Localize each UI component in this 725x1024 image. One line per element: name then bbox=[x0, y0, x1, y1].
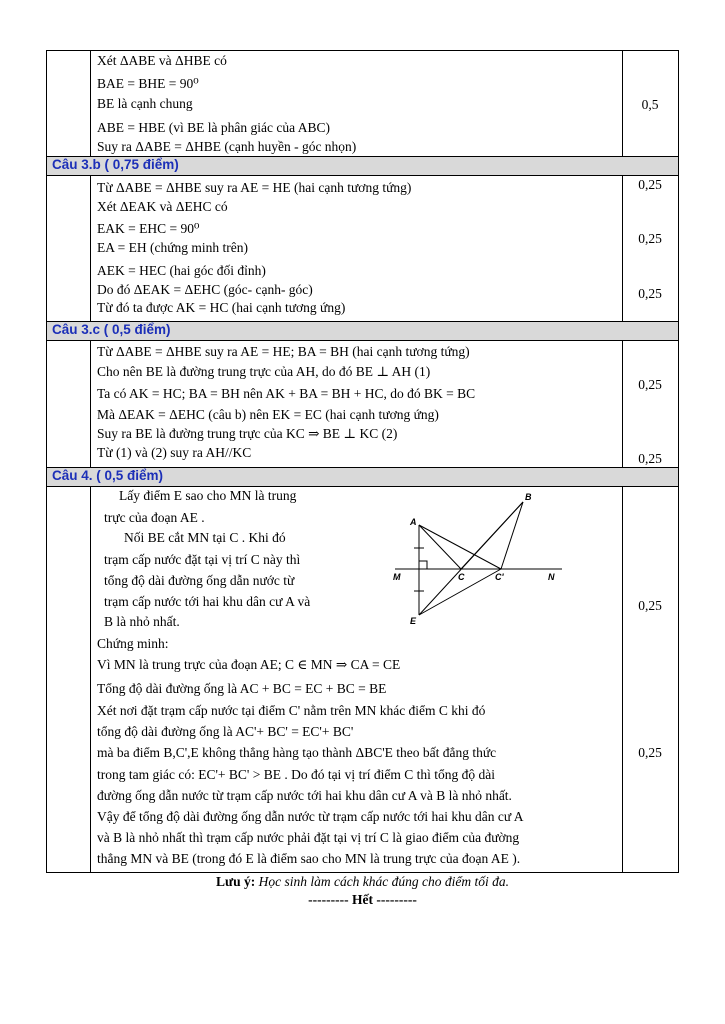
section-title: Câu 3.b ( 0,75 điểm) bbox=[52, 157, 179, 172]
label-m: M bbox=[393, 572, 401, 582]
text-line: Ta có AK = HC; BA = BH nên AK + BA = BH + HC, do đó BK = BC bbox=[97, 386, 476, 401]
score: 0,25 bbox=[638, 231, 662, 246]
text-line: đường ống dẫn nước từ trạm cấp nước tới hai khu dân cư A và B là nhỏ nhất. bbox=[97, 788, 512, 803]
footer-note bbox=[0, 874, 725, 890]
text-line: BE là cạnh chung bbox=[97, 96, 193, 111]
text-line: Vì MN là trung trực của đoạn AE; C ∈ MN ⇒ CA = CE bbox=[97, 657, 401, 672]
score: 0,25 bbox=[638, 745, 662, 760]
end-marker: --------- Hết --------- bbox=[308, 892, 417, 907]
text-line: trạm cấp nước đặt tại vị trí C này thì bbox=[104, 552, 301, 567]
text-line: Từ (1) và (2) suy ra AH//KC bbox=[97, 445, 252, 460]
label-b: B bbox=[525, 492, 532, 502]
text-line: ABE = HBE (vì BE là phân giác của ABC) bbox=[97, 120, 330, 135]
score: 0,25 bbox=[638, 377, 662, 392]
text-line: trạm cấp nước tới hai khu dân cư A và bbox=[104, 594, 311, 609]
label-e: E bbox=[410, 616, 417, 626]
text-line: Cho nên BE là đường trung trực của AH, do đó BE ⊥ AH (1) bbox=[97, 364, 431, 379]
label-c: C bbox=[458, 572, 465, 582]
text-line: Từ ΔABE = ΔHBE suy ra AE = HE; BA = BH (hai cạnh tương tứng) bbox=[97, 344, 470, 359]
text-line: thẳng MN và BE (trong đó E là điểm sao cho MN là trung trực của đoạn AE ). bbox=[97, 851, 521, 866]
label-a: A bbox=[410, 517, 417, 527]
text-line: Xét nơi đặt trạm cấp nước tại điểm C' nằm trên MN khác điểm C khi đó bbox=[97, 703, 486, 718]
text-line: Xét ΔEAK và ΔEHC có bbox=[97, 199, 228, 214]
text-line: Chứng minh: bbox=[97, 636, 169, 651]
text-line: BAE = BHE = 90⁰ bbox=[97, 76, 199, 91]
text-line: tổng độ dài đường ống dẫn nước từ bbox=[104, 573, 295, 588]
score: 0,25 bbox=[638, 177, 662, 192]
text-line: Tổng độ dài đường ống là AC + BC = EC + BC = BE bbox=[97, 681, 387, 696]
section-title: Câu 4. ( 0,5 điểm) bbox=[52, 468, 164, 483]
score: 0,5 bbox=[641, 97, 659, 112]
text-line: Nối BE cắt MN tại C . Khi đó bbox=[124, 530, 286, 545]
text-line: tổng độ dài đường ống là AC'+ BC' = EC'+ BC' bbox=[97, 724, 354, 739]
text-line: Suy ra ΔABE = ΔHBE (cạnh huyền - góc nhọn) bbox=[97, 139, 357, 154]
note-text: Học sinh làm cách khác đúng cho điểm tối đa. bbox=[258, 874, 510, 889]
text-line: EAK = EHC = 90⁰ bbox=[97, 221, 200, 236]
section-title: Câu 3.c ( 0,5 điểm) bbox=[52, 322, 171, 337]
text-line: Từ đó ta được AK = HC (hai cạnh tương ứng) bbox=[97, 300, 346, 315]
text-line: AEK = HEC (hai góc đối đỉnh) bbox=[97, 263, 266, 278]
text-line: Lấy điểm E sao cho MN là trung bbox=[119, 488, 297, 503]
text-line: Suy ra BE là đường trung trực của KC ⇒ BE ⊥ KC (2) bbox=[97, 426, 398, 441]
label-c-prime: C' bbox=[495, 572, 504, 582]
label-n: N bbox=[548, 572, 555, 582]
score: 0,25 bbox=[638, 451, 662, 466]
text-line: Mà ΔEAK = ΔEHC (câu b) nên EK = EC (hai cạnh tương ứng) bbox=[97, 407, 439, 422]
text-line: trong tam giác có: EC'+ BC' > BE . Do đó tại vị trí điểm C thì tổng độ dài bbox=[97, 767, 496, 782]
text-line: EA = EH (chứng minh trên) bbox=[97, 240, 249, 255]
note-label: Lưu ý: bbox=[215, 874, 256, 889]
text-line: trực của đoạn AE . bbox=[104, 510, 205, 525]
text-line: Từ ΔABE = ΔHBE suy ra AE = HE (hai cạnh tương tứng) bbox=[97, 180, 412, 195]
text-line: Do đó ΔEAK = ΔEHC (góc- cạnh- góc) bbox=[97, 282, 313, 297]
score: 0,25 bbox=[638, 286, 662, 301]
text-line: và B là nhỏ nhất thì trạm cấp nước phải đặt tại vị trí C là giao điểm của đường bbox=[97, 830, 520, 845]
text-line: Xét ΔABE và ΔHBE có bbox=[97, 53, 227, 68]
geometry-figure bbox=[380, 488, 580, 628]
score: 0,25 bbox=[638, 598, 662, 613]
text-line: mà ba điểm B,C',E không thẳng hàng tạo thành ΔBC'E theo bất đẳng thức bbox=[97, 745, 497, 760]
text-line: B là nhỏ nhất. bbox=[104, 614, 180, 629]
text-line: Vậy để tổng độ dài đường ống dẫn nước từ trạm cấp nước tới hai khu dân cư A bbox=[97, 809, 524, 824]
